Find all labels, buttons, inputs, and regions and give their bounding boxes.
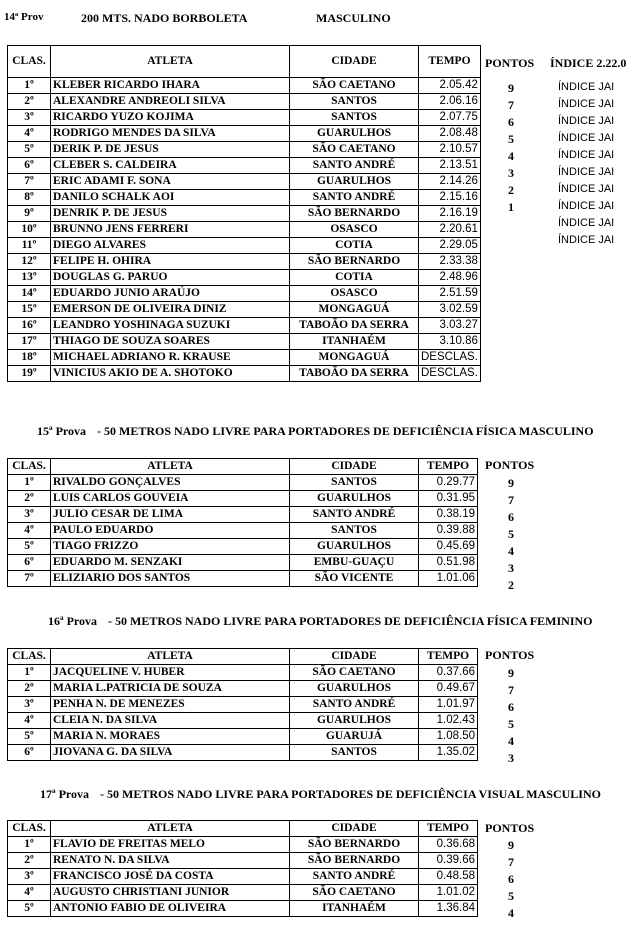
col-header-cidade: CIDADE [290, 649, 419, 665]
table-row [8, 350, 481, 366]
table-row [8, 729, 478, 745]
cell-cidade: SANTOS [290, 94, 419, 110]
cell-atleta: ERIC ADAMI F. SONA [51, 174, 290, 190]
table-row [8, 745, 478, 761]
cell-clas: 7º [8, 571, 51, 587]
indice-value: ÍNDICE JAI [558, 234, 615, 246]
col-header-clas: CLAS. [8, 459, 51, 475]
cell-tempo: 2.13.51 [419, 158, 481, 174]
cell-clas: 5º [8, 901, 51, 917]
section-14-heading-prefix: 14ª Prov [4, 11, 44, 23]
cell-atleta: DOUGLAS G. PARUO [51, 270, 290, 286]
cell-tempo: 0.39.66 [419, 853, 478, 869]
table-row [8, 78, 481, 94]
col-header-clas: CLAS. [8, 821, 51, 837]
cell-cidade: SANTO ANDRÉ [290, 190, 419, 206]
cell-cidade: GUARULHOS [290, 126, 419, 142]
section-16-heading: - 50 METROS NADO LIVRE PARA PORTADORES DE DEFICIÊNCIA FÍSICA FEMININO [108, 614, 593, 628]
cell-atleta: PENHA N. DE MENEZES [51, 697, 290, 713]
pontos-value: 7 [508, 855, 514, 869]
pontos-value: 4 [508, 544, 514, 558]
cell-clas: 13º [8, 270, 51, 286]
results-table-14 [7, 45, 481, 382]
cell-clas: 3º [8, 697, 51, 713]
section-15-heading-prefix: 15ª Prova [37, 424, 87, 438]
table-row [8, 142, 481, 158]
cell-clas: 18º [8, 350, 51, 366]
cell-tempo: 3.10.86 [419, 334, 481, 350]
pontos-value: 2 [508, 183, 514, 197]
table-row [8, 110, 481, 126]
cell-atleta: LUIS CARLOS GOUVEIA [51, 491, 290, 507]
cell-clas: 3º [8, 507, 51, 523]
col-header-cidade: CIDADE [290, 46, 419, 78]
col-header-tempo: TEMPO [419, 459, 478, 475]
cell-clas: 19º [8, 366, 51, 382]
table-row [8, 270, 481, 286]
cell-cidade: COTIA [290, 238, 419, 254]
cell-atleta: CLEIA N. DA SILVA [51, 713, 290, 729]
cell-clas: 6º [8, 158, 51, 174]
pontos-value: 5 [508, 527, 514, 541]
table-row [8, 837, 478, 853]
cell-tempo: 0.48.58 [419, 869, 478, 885]
table-row [8, 206, 481, 222]
col-header-indice: ÍNDICE 2.22.0 [550, 56, 627, 70]
cell-clas: 5º [8, 142, 51, 158]
cell-clas: 15º [8, 302, 51, 318]
results-table-15 [7, 458, 478, 587]
table-row [8, 334, 481, 350]
cell-cidade: SÃO CAETANO [290, 885, 419, 901]
cell-atleta: ALEXANDRE ANDREOLI SILVA [51, 94, 290, 110]
cell-tempo: 0.29.77 [419, 475, 478, 491]
cell-clas: 1º [8, 665, 51, 681]
cell-cidade: EMBU-GUAÇU [290, 555, 419, 571]
cell-cidade: GUARULHOS [290, 539, 419, 555]
results-table-16 [7, 648, 478, 761]
cell-clas: 3º [8, 110, 51, 126]
col-header-cidade: CIDADE [290, 459, 419, 475]
cell-cidade: GUARUJÁ [290, 729, 419, 745]
cell-clas: 16º [8, 318, 51, 334]
table-row [8, 507, 478, 523]
results-table-17 [7, 820, 478, 917]
cell-cidade: SANTO ANDRÉ [290, 869, 419, 885]
cell-tempo: 3.03.27 [419, 318, 481, 334]
pontos-value: 9 [508, 476, 514, 490]
cell-atleta: CLEBER S. CALDEIRA [51, 158, 290, 174]
pontos-value: 7 [508, 493, 514, 507]
cell-cidade: OSASCO [290, 286, 419, 302]
cell-atleta: PAULO EDUARDO [51, 523, 290, 539]
cell-cidade: GUARULHOS [290, 681, 419, 697]
cell-tempo: 0.38.19 [419, 507, 478, 523]
cell-cidade: SÃO BERNARDO [290, 853, 419, 869]
table-row [8, 869, 478, 885]
pontos-value: 3 [508, 166, 514, 180]
cell-clas: 1º [8, 837, 51, 853]
table-row [8, 126, 481, 142]
indice-value: ÍNDICE JAI [558, 115, 615, 127]
cell-tempo: 1.36.84 [419, 901, 478, 917]
cell-atleta: RICARDO YUZO KOJIMA [51, 110, 290, 126]
section-14-heading: 200 MTS. NADO BORBOLETA [81, 11, 248, 25]
cell-cidade: ITANHAÉM [290, 334, 419, 350]
cell-tempo: 0.49.67 [419, 681, 478, 697]
table-row [8, 302, 481, 318]
section-16-heading-prefix: 16ª Prova [48, 614, 98, 628]
indice-value: ÍNDICE JAI [558, 98, 615, 110]
cell-cidade: GUARULHOS [290, 174, 419, 190]
cell-atleta: EDUARDO M. SENZAKI [51, 555, 290, 571]
cell-cidade: SÃO CAETANO [290, 142, 419, 158]
cell-cidade: SANTOS [290, 523, 419, 539]
cell-tempo: 2.08.48 [419, 126, 481, 142]
pontos-value: 7 [508, 683, 514, 697]
pontos-value: 9 [508, 666, 514, 680]
cell-tempo: 0.39.88 [419, 523, 478, 539]
cell-clas: 14º [8, 286, 51, 302]
cell-clas: 2º [8, 681, 51, 697]
col-header-cidade: CIDADE [290, 821, 419, 837]
cell-cidade: ITANHAÉM [290, 901, 419, 917]
indice-value: ÍNDICE JAI [558, 81, 615, 93]
cell-clas: 1º [8, 475, 51, 491]
cell-cidade: TABOÃO DA SERRA [290, 366, 419, 382]
cell-atleta: FRANCISCO JOSÉ DA COSTA [51, 869, 290, 885]
pontos-value: 5 [508, 717, 514, 731]
table-row [8, 539, 478, 555]
cell-clas: 7º [8, 174, 51, 190]
cell-tempo: 0.45.69 [419, 539, 478, 555]
cell-atleta: AUGUSTO CHRISTIANI JUNIOR [51, 885, 290, 901]
table-row [8, 254, 481, 270]
cell-tempo: 2.33.38 [419, 254, 481, 270]
cell-clas: 4º [8, 523, 51, 539]
cell-tempo: 1.02.43 [419, 713, 478, 729]
col-header-atleta: ATLETA [51, 459, 290, 475]
cell-tempo: DESCLAS. [419, 366, 481, 382]
cell-cidade: SANTO ANDRÉ [290, 158, 419, 174]
cell-atleta: ELIZIARIO DOS SANTOS [51, 571, 290, 587]
pontos-value: 4 [508, 734, 514, 748]
cell-cidade: OSASCO [290, 222, 419, 238]
cell-tempo: 2.29.05 [419, 238, 481, 254]
cell-atleta: BRUNNO JENS FERRERI [51, 222, 290, 238]
cell-clas: 8º [8, 190, 51, 206]
indice-value: ÍNDICE JAI [558, 217, 615, 229]
cell-tempo: 2.06.16 [419, 94, 481, 110]
cell-cidade: SANTOS [290, 110, 419, 126]
table-row [8, 681, 478, 697]
pontos-value: 4 [508, 906, 514, 920]
cell-atleta: DENRIK P. DE JESUS [51, 206, 290, 222]
cell-tempo: 0.36.68 [419, 837, 478, 853]
cell-clas: 4º [8, 126, 51, 142]
cell-clas: 2º [8, 94, 51, 110]
cell-atleta: FLAVIO DE FREITAS MELO [51, 837, 290, 853]
cell-atleta: RIVALDO GONÇALVES [51, 475, 290, 491]
section-14-heading-suffix: MASCULINO [316, 11, 391, 25]
col-header-clas: CLAS. [8, 46, 51, 78]
cell-clas: 5º [8, 729, 51, 745]
cell-tempo: 0.37.66 [419, 665, 478, 681]
section-17-heading: - 50 METROS NADO LIVRE PARA PORTADORES DE DEFICIÊNCIA VISUAL MASCULINO [100, 787, 601, 801]
cell-atleta: DANILO SCHALK AOI [51, 190, 290, 206]
pontos-value: 3 [508, 561, 514, 575]
table-row [8, 885, 478, 901]
cell-clas: 4º [8, 713, 51, 729]
cell-cidade: SÃO CAETANO [290, 665, 419, 681]
table-row [8, 222, 481, 238]
cell-cidade: MONGAGUÁ [290, 350, 419, 366]
cell-cidade: SANTOS [290, 745, 419, 761]
col-header-tempo: TEMPO [419, 46, 481, 78]
table-row [8, 901, 478, 917]
cell-cidade: SANTO ANDRÉ [290, 697, 419, 713]
indice-value: ÍNDICE JAI [558, 132, 615, 144]
col-header-tempo: TEMPO [419, 649, 478, 665]
pontos-value: 6 [508, 115, 514, 129]
table-row [8, 94, 481, 110]
cell-atleta: MICHAEL ADRIANO R. KRAUSE [51, 350, 290, 366]
cell-clas: 2º [8, 853, 51, 869]
cell-atleta: JULIO CESAR DE LIMA [51, 507, 290, 523]
cell-cidade: COTIA [290, 270, 419, 286]
table-row [8, 853, 478, 869]
cell-tempo: 2.14.26 [419, 174, 481, 190]
pontos-value: 5 [508, 889, 514, 903]
cell-tempo: 2.10.57 [419, 142, 481, 158]
pontos-value: 5 [508, 132, 514, 146]
cell-clas: 3º [8, 869, 51, 885]
cell-clas: 5º [8, 539, 51, 555]
cell-clas: 12º [8, 254, 51, 270]
cell-tempo: 1.35.02 [419, 745, 478, 761]
cell-atleta: EDUARDO JUNIO ARAÚJO [51, 286, 290, 302]
pontos-value: 6 [508, 700, 514, 714]
cell-atleta: JACQUELINE V. HUBER [51, 665, 290, 681]
cell-cidade: SÃO CAETANO [290, 78, 419, 94]
col-header-atleta: ATLETA [51, 649, 290, 665]
col-header-atleta: ATLETA [51, 821, 290, 837]
cell-cidade: SANTO ANDRÉ [290, 507, 419, 523]
table-row [8, 555, 478, 571]
col-header-pontos: PONTOS [485, 458, 535, 472]
col-header-pontos: PONTOS [485, 56, 535, 70]
table-row [8, 158, 481, 174]
cell-cidade: GUARULHOS [290, 491, 419, 507]
cell-atleta: KLEBER RICARDO IHARA [51, 78, 290, 94]
table-row [8, 318, 481, 334]
indice-value: ÍNDICE JAI [558, 200, 615, 212]
section-17-heading-prefix: 17ª Prova [40, 787, 90, 801]
indice-value: ÍNDICE JAI [558, 166, 615, 178]
cell-cidade: SÃO BERNARDO [290, 206, 419, 222]
cell-tempo: 2.20.61 [419, 222, 481, 238]
cell-atleta: FELIPE H. OHIRA [51, 254, 290, 270]
cell-tempo: 1.01.97 [419, 697, 478, 713]
cell-clas: 6º [8, 745, 51, 761]
cell-clas: 10º [8, 222, 51, 238]
cell-cidade: SÃO VICENTE [290, 571, 419, 587]
cell-cidade: SANTOS [290, 475, 419, 491]
cell-atleta: EMERSON DE OLIVEIRA DINIZ [51, 302, 290, 318]
table-row [8, 665, 478, 681]
pontos-value: 2 [508, 578, 514, 592]
table-row [8, 491, 478, 507]
col-header-atleta: ATLETA [51, 46, 290, 78]
cell-atleta: MARIA L.PATRICIA DE SOUZA [51, 681, 290, 697]
cell-clas: 6º [8, 555, 51, 571]
table-row [8, 713, 478, 729]
cell-atleta: ANTONIO FABIO DE OLIVEIRA [51, 901, 290, 917]
indice-value: ÍNDICE JAI [558, 149, 615, 161]
cell-atleta: THIAGO DE SOUZA SOARES [51, 334, 290, 350]
table-row [8, 366, 481, 382]
pontos-value: 4 [508, 149, 514, 163]
cell-atleta: RODRIGO MENDES DA SILVA [51, 126, 290, 142]
section-15-heading: - 50 METROS NADO LIVRE PARA PORTADORES DE DEFICIÊNCIA FÍSICA MASCULINO [97, 424, 594, 438]
cell-clas: 1º [8, 78, 51, 94]
table-row [8, 571, 478, 587]
pontos-value: 1 [508, 200, 514, 214]
cell-tempo: 0.31.95 [419, 491, 478, 507]
cell-tempo: 2.05.42 [419, 78, 481, 94]
pontos-value: 3 [508, 751, 514, 765]
pontos-value: 9 [508, 838, 514, 852]
cell-clas: 11º [8, 238, 51, 254]
cell-tempo: 1.01.02 [419, 885, 478, 901]
cell-cidade: GUARULHOS [290, 713, 419, 729]
table-row [8, 174, 481, 190]
cell-atleta: RENATO N. DA SILVA [51, 853, 290, 869]
indice-value: ÍNDICE JAI [558, 183, 615, 195]
table-row [8, 475, 478, 491]
cell-clas: 4º [8, 885, 51, 901]
cell-cidade: TABOÃO DA SERRA [290, 318, 419, 334]
table-row [8, 523, 478, 539]
cell-clas: 9º [8, 206, 51, 222]
table-row [8, 238, 481, 254]
cell-cidade: SÃO BERNARDO [290, 837, 419, 853]
pontos-value: 6 [508, 510, 514, 524]
table-row [8, 190, 481, 206]
cell-tempo: 1.01.06 [419, 571, 478, 587]
pontos-value: 7 [508, 98, 514, 112]
col-header-pontos: PONTOS [485, 648, 535, 662]
cell-tempo: 2.51.59 [419, 286, 481, 302]
cell-atleta: DERIK P. DE JESUS [51, 142, 290, 158]
cell-tempo: 3.02.59 [419, 302, 481, 318]
cell-atleta: MARIA N. MORAES [51, 729, 290, 745]
cell-tempo: 2.48.96 [419, 270, 481, 286]
cell-tempo: 1.08.50 [419, 729, 478, 745]
cell-atleta: VINICIUS AKIO DE A. SHOTOKO [51, 366, 290, 382]
cell-tempo: 2.16.19 [419, 206, 481, 222]
cell-atleta: JIOVANA G. DA SILVA [51, 745, 290, 761]
col-header-pontos: PONTOS [485, 821, 535, 835]
col-header-clas: CLAS. [8, 649, 51, 665]
pontos-value: 6 [508, 872, 514, 886]
cell-cidade: MONGAGUÁ [290, 302, 419, 318]
cell-tempo: 0.51.98 [419, 555, 478, 571]
table-row [8, 697, 478, 713]
cell-atleta: TIAGO FRIZZO [51, 539, 290, 555]
cell-tempo: 2.15.16 [419, 190, 481, 206]
cell-tempo: DESCLAS. [419, 350, 481, 366]
pontos-value: 9 [508, 81, 514, 95]
col-header-tempo: TEMPO [419, 821, 478, 837]
cell-tempo: 2.07.75 [419, 110, 481, 126]
cell-atleta: DIEGO ALVARES [51, 238, 290, 254]
table-row [8, 286, 481, 302]
cell-clas: 2º [8, 491, 51, 507]
cell-atleta: LEANDRO YOSHINAGA SUZUKI [51, 318, 290, 334]
cell-cidade: SÃO BERNARDO [290, 254, 419, 270]
cell-clas: 17º [8, 334, 51, 350]
